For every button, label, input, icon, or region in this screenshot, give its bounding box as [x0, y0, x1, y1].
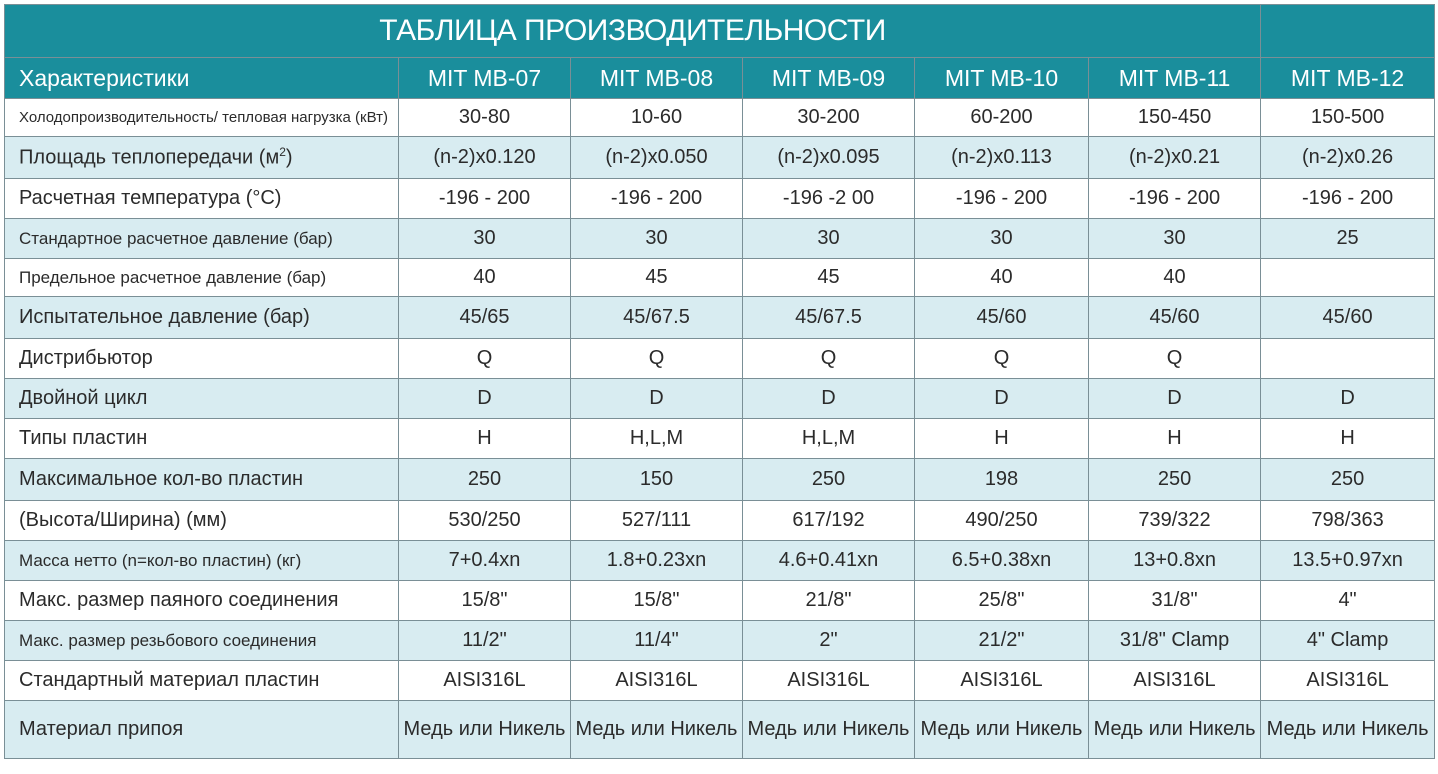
value-cell: AISI316L: [915, 661, 1089, 701]
value-cell: 30: [1089, 219, 1261, 259]
value-cell: 45/60: [1261, 297, 1435, 339]
row-label: [5, 501, 399, 541]
row-label-superscript: 2: [279, 145, 286, 160]
value-cell: 530/250: [399, 501, 571, 541]
performance-table-container: [4, 4, 1434, 759]
row-label-text: Масса нетто (n=кол-во пластин) (кг): [19, 550, 302, 570]
value-cell: 1.8+0.23xn: [571, 541, 743, 581]
row-label: [5, 581, 399, 621]
value-cell: 15/8": [571, 581, 743, 621]
title-row: [5, 5, 1435, 58]
value-cell: 40: [915, 259, 1089, 297]
row-label: [5, 99, 399, 137]
row-label: [5, 259, 399, 297]
value-cell: 30-200: [743, 99, 915, 137]
value-cell: -196 - 200: [399, 179, 571, 219]
header-model: MIT MB-11: [1089, 58, 1261, 99]
value-cell: 2": [743, 621, 915, 661]
row-label-text: Макс. размер резьбового соединения: [19, 630, 317, 650]
row-label-text: Материал припоя: [19, 718, 184, 740]
header-model: MIT MB-07: [399, 58, 571, 99]
row-label-text: Максимальное кол-во пластин: [19, 468, 304, 490]
row-label-text: Типы пластин: [19, 427, 148, 449]
value-cell: [1261, 339, 1435, 379]
performance-table: [4, 4, 1435, 759]
row-label-text: (Высота/Ширина) (мм): [19, 509, 227, 531]
value-cell: (n-2)x0.050: [571, 137, 743, 179]
value-cell: 45/60: [1089, 297, 1261, 339]
row-label-text: Расчетная температура (°C): [19, 187, 282, 209]
table-row: [5, 219, 1435, 259]
value-cell: 150: [571, 459, 743, 501]
row-label-text: Стандартное расчетное давление (бар): [19, 228, 333, 248]
row-label: [5, 379, 399, 419]
value-cell: D: [743, 379, 915, 419]
value-cell: Q: [399, 339, 571, 379]
value-cell: 45: [743, 259, 915, 297]
value-cell: 45/67.5: [571, 297, 743, 339]
value-cell: -196 - 200: [1261, 179, 1435, 219]
value-cell: 30: [571, 219, 743, 259]
table-row: [5, 621, 1435, 661]
header-model: MIT MB-09: [743, 58, 915, 99]
value-cell: [1261, 259, 1435, 297]
value-cell: 25: [1261, 219, 1435, 259]
value-cell: 7+0.4xn: [399, 541, 571, 581]
value-cell: 30: [915, 219, 1089, 259]
value-cell: AISI316L: [1089, 661, 1261, 701]
value-cell: D: [399, 379, 571, 419]
value-cell: 250: [1089, 459, 1261, 501]
value-cell: D: [571, 379, 743, 419]
value-cell: Q: [743, 339, 915, 379]
value-cell: 30: [743, 219, 915, 259]
value-cell: -196 -2 00: [743, 179, 915, 219]
value-cell: 250: [399, 459, 571, 501]
row-label: [5, 419, 399, 459]
header-row: [5, 58, 1435, 99]
value-cell: 13.5+0.97xn: [1261, 541, 1435, 581]
row-label-text: Площадь теплопередачи (м: [19, 146, 280, 169]
row-label-text: Макс. размер паяного соединения: [19, 589, 339, 611]
value-cell: 60-200: [915, 99, 1089, 137]
row-label: [5, 179, 399, 219]
table-row: [5, 179, 1435, 219]
row-label-tail: ): [285, 146, 293, 169]
value-cell: H: [399, 419, 571, 459]
value-cell: 31/8": [1089, 581, 1261, 621]
value-cell: Медь или Никель: [571, 701, 743, 759]
table-row: [5, 501, 1435, 541]
value-cell: 198: [915, 459, 1089, 501]
title-empty-cell: [1261, 5, 1435, 58]
row-label: [5, 661, 399, 701]
row-label: [5, 297, 399, 339]
value-cell: 13+0.8xn: [1089, 541, 1261, 581]
value-cell: 45/67.5: [743, 297, 915, 339]
table-row: [5, 99, 1435, 137]
value-cell: AISI316L: [399, 661, 571, 701]
value-cell: 10-60: [571, 99, 743, 137]
row-label-text: Дистрибьютор: [19, 347, 153, 369]
value-cell: Медь или Никель: [1089, 701, 1261, 759]
value-cell: Медь или Никель: [1261, 701, 1435, 759]
value-cell: 617/192: [743, 501, 915, 541]
value-cell: H: [1261, 419, 1435, 459]
value-cell: Q: [915, 339, 1089, 379]
row-label: [5, 137, 399, 179]
value-cell: Q: [1089, 339, 1261, 379]
value-cell: 798/363: [1261, 501, 1435, 541]
value-cell: Медь или Никель: [743, 701, 915, 759]
value-cell: Медь или Никель: [399, 701, 571, 759]
value-cell: (n-2)x0.26: [1261, 137, 1435, 179]
value-cell: H: [1089, 419, 1261, 459]
header-label: Характеристики: [5, 58, 399, 99]
value-cell: 40: [1089, 259, 1261, 297]
row-label-text: Двойной цикл: [19, 387, 148, 409]
table-row: [5, 339, 1435, 379]
row-label: [5, 621, 399, 661]
value-cell: D: [915, 379, 1089, 419]
value-cell: D: [1089, 379, 1261, 419]
value-cell: AISI316L: [1261, 661, 1435, 701]
value-cell: 21/2": [915, 621, 1089, 661]
value-cell: 739/322: [1089, 501, 1261, 541]
value-cell: 45/60: [915, 297, 1089, 339]
value-cell: Медь или Никель: [915, 701, 1089, 759]
value-cell: (n-2)x0.095: [743, 137, 915, 179]
value-cell: 490/250: [915, 501, 1089, 541]
table-title: ТАБЛИЦА ПРОИЗВОДИТЕЛЬНОСТИ: [5, 5, 1261, 58]
value-cell: 45/65: [399, 297, 571, 339]
value-cell: (n-2)x0.113: [915, 137, 1089, 179]
value-cell: 30: [399, 219, 571, 259]
row-label: [5, 701, 399, 759]
row-label-text: Предельное расчетное давление (бар): [19, 267, 327, 287]
value-cell: 250: [743, 459, 915, 501]
table-row: [5, 661, 1435, 701]
value-cell: 21/8": [743, 581, 915, 621]
value-cell: 150-450: [1089, 99, 1261, 137]
header-model: MIT MB-12: [1261, 58, 1435, 99]
table-row: [5, 297, 1435, 339]
value-cell: 31/8" Clamp: [1089, 621, 1261, 661]
value-cell: Q: [571, 339, 743, 379]
value-cell: 45: [571, 259, 743, 297]
value-cell: 15/8": [399, 581, 571, 621]
value-cell: 150-500: [1261, 99, 1435, 137]
value-cell: 11/4": [571, 621, 743, 661]
value-cell: 4" Clamp: [1261, 621, 1435, 661]
table-row: [5, 459, 1435, 501]
value-cell: 30-80: [399, 99, 571, 137]
row-label: [5, 541, 399, 581]
row-label-text: Холодопроизводительность/ тепловая нагрузка (кВт): [19, 109, 388, 126]
value-cell: 4.6+0.41xn: [743, 541, 915, 581]
value-cell: 250: [1261, 459, 1435, 501]
header-model: MIT MB-10: [915, 58, 1089, 99]
row-label-text: Испытательное давление (бар): [19, 306, 310, 328]
value-cell: AISI316L: [743, 661, 915, 701]
value-cell: H,L,M: [743, 419, 915, 459]
value-cell: -196 - 200: [571, 179, 743, 219]
value-cell: -196 - 200: [915, 179, 1089, 219]
value-cell: -196 - 200: [1089, 179, 1261, 219]
value-cell: (n-2)x0.21: [1089, 137, 1261, 179]
row-label: [5, 459, 399, 501]
header-model: MIT MB-08: [571, 58, 743, 99]
value-cell: 527/111: [571, 501, 743, 541]
value-cell: H: [915, 419, 1089, 459]
row-label-text: Стандартный материал пластин: [19, 669, 320, 691]
value-cell: (n-2)x0.120: [399, 137, 571, 179]
table-row: [5, 701, 1435, 759]
value-cell: D: [1261, 379, 1435, 419]
value-cell: 4": [1261, 581, 1435, 621]
table-row: [5, 419, 1435, 459]
row-label: [5, 339, 399, 379]
table-row: [5, 581, 1435, 621]
table-row: [5, 379, 1435, 419]
table-row: [5, 137, 1435, 179]
value-cell: 6.5+0.38xn: [915, 541, 1089, 581]
value-cell: H,L,M: [571, 419, 743, 459]
value-cell: AISI316L: [571, 661, 743, 701]
value-cell: 11/2": [399, 621, 571, 661]
row-label: [5, 219, 399, 259]
table-body: [5, 99, 1435, 759]
table-row: [5, 541, 1435, 581]
value-cell: 25/8": [915, 581, 1089, 621]
value-cell: 40: [399, 259, 571, 297]
table-row: [5, 259, 1435, 297]
